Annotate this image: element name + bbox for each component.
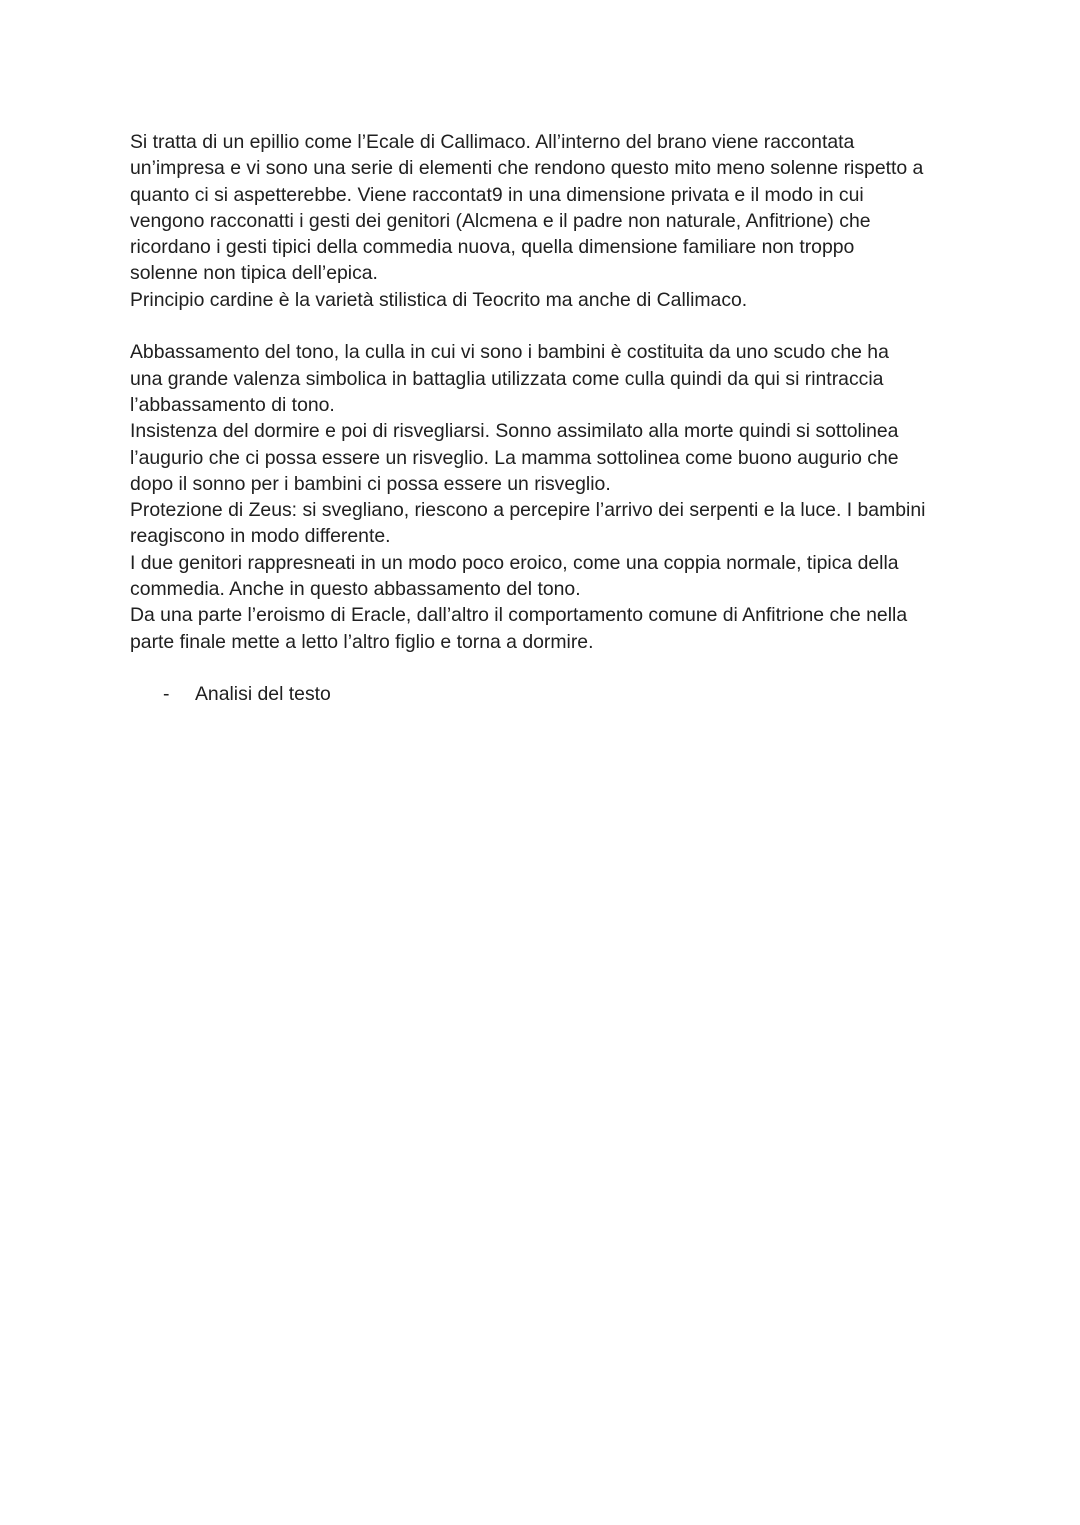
list-dash-marker: - [163,683,170,706]
bullet-list [130,681,960,707]
text-line: commedia. Anche in questo abbassamento del tono. [130,578,581,601]
text-line: un’impresa e vi sono una serie di elementi che rendono questo mito meno solenne rispetto a [130,157,924,180]
text-line: l’abbassamento di tono. [130,393,335,416]
list-item [130,681,960,707]
text-line: vengono racconatti i gesti dei genitori (Alcmena e il padre non naturale, Anfitrione) che [130,209,871,232]
text-line: reagiscono in modo differente. [130,525,391,548]
text-line: una grande valenza simbolica in battaglia utilizzata come culla quindi da qui si rintraccia [130,367,884,390]
text-line: Protezione di Zeus: si svegliano, riescono a percepire l’arrivo dei serpenti e la luce. I bambini [130,499,926,522]
text-line: solenne non tipica dell’epica. [130,262,378,285]
paragraph-epillio [130,129,960,313]
list-item-text: Analisi del testo [195,683,331,706]
text-line: Abbassamento del tono, la culla in cui vi sono i bambini è costituita da uno scudo che ha [130,341,889,364]
text-line: ricordano i gesti tipici della commedia nuova, quella dimensione familiare non troppo [130,236,855,259]
text-line: Da una parte l’eroismo di Eracle, dall’altro il comportamento comune di Anfitrione che nella [130,604,908,627]
text-line: I due genitori rappresneati in un modo poco eroico, come una coppia normale, tipica della [130,551,899,574]
text-line: quanto ci si aspetterebbe. Viene raccontat9 in una dimensione privata e il modo in cui [130,183,864,206]
text-line: parte finale mette a letto l’altro figlio e torna a dormire. [130,630,594,653]
text-line: l’augurio che ci possa essere un risveglio. La mamma sottolinea come buono augurio che [130,446,899,469]
paragraph-spacer [130,655,960,681]
paragraph-spacer [130,313,960,339]
text-line: dopo il sonno per i bambini ci possa essere un risveglio. [130,472,611,495]
document-body [130,129,960,708]
paragraph-abbassamento [130,339,960,655]
text-line: Principio cardine è la varietà stilistica di Teocrito ma anche di Callimaco. [130,288,748,311]
text-line: Insistenza del dormire e poi di risvegliarsi. Sonno assimilato alla morte quindi si sottolinea [130,420,899,443]
text-line: Si tratta di un epillio come l’Ecale di Callimaco. All’interno del brano viene raccontata [130,131,855,153]
